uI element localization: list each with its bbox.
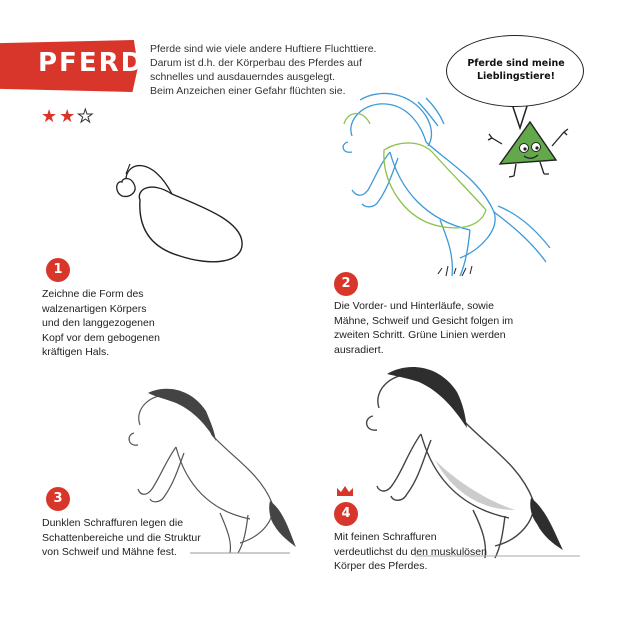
step-badge-4: 4 <box>334 502 358 526</box>
step-2-text: Die Vorder- und Hinterläufe, sowie Mähne, Schweif und Gesicht folgen im zweiten Schritt. Grüne Linien werden ausradiert. <box>334 300 514 356</box>
crown-icon <box>335 484 355 498</box>
star-outline-icon: ★ <box>77 106 96 126</box>
step1-sketch <box>100 150 260 270</box>
star-icon: ★ <box>41 106 60 126</box>
intro-line: Darum ist d.h. der Körperbau des Pferdes auf <box>150 57 362 69</box>
step-4-text: Mit feinen Schraffuren verdeutlichst du den muskulösen Körper des Pferdes. <box>334 531 487 572</box>
step-3-text: Dunklen Schraffuren legen die Schattenbereiche und die Struktur von Schweif und Mähne fest. <box>42 517 201 558</box>
speech-bubble-text: Pferde sind meine Lieblingstiere! <box>467 58 565 82</box>
step-badge-3: 3 <box>46 487 70 511</box>
intro-line: schnelles und ausdauerndes ausgelegt. <box>150 71 336 83</box>
intro-line: Beim Anzeichen einer Gefahr flüchten sie. <box>150 85 346 97</box>
step2-sketch <box>330 80 560 280</box>
step-badge-2: 2 <box>334 272 358 296</box>
star-icon: ★ <box>59 106 78 126</box>
step-1-text: Zeichne die Form des walzenartigen Körpers und den langgezogenen Kopf vor dem gebogenen kräftigen Hals. <box>42 288 160 358</box>
page-title: PFERD <box>38 48 145 78</box>
step-badge-1: 1 <box>46 258 70 282</box>
intro-line: Pferde sind wie viele andere Huftiere Fluchttiere. <box>150 43 377 55</box>
